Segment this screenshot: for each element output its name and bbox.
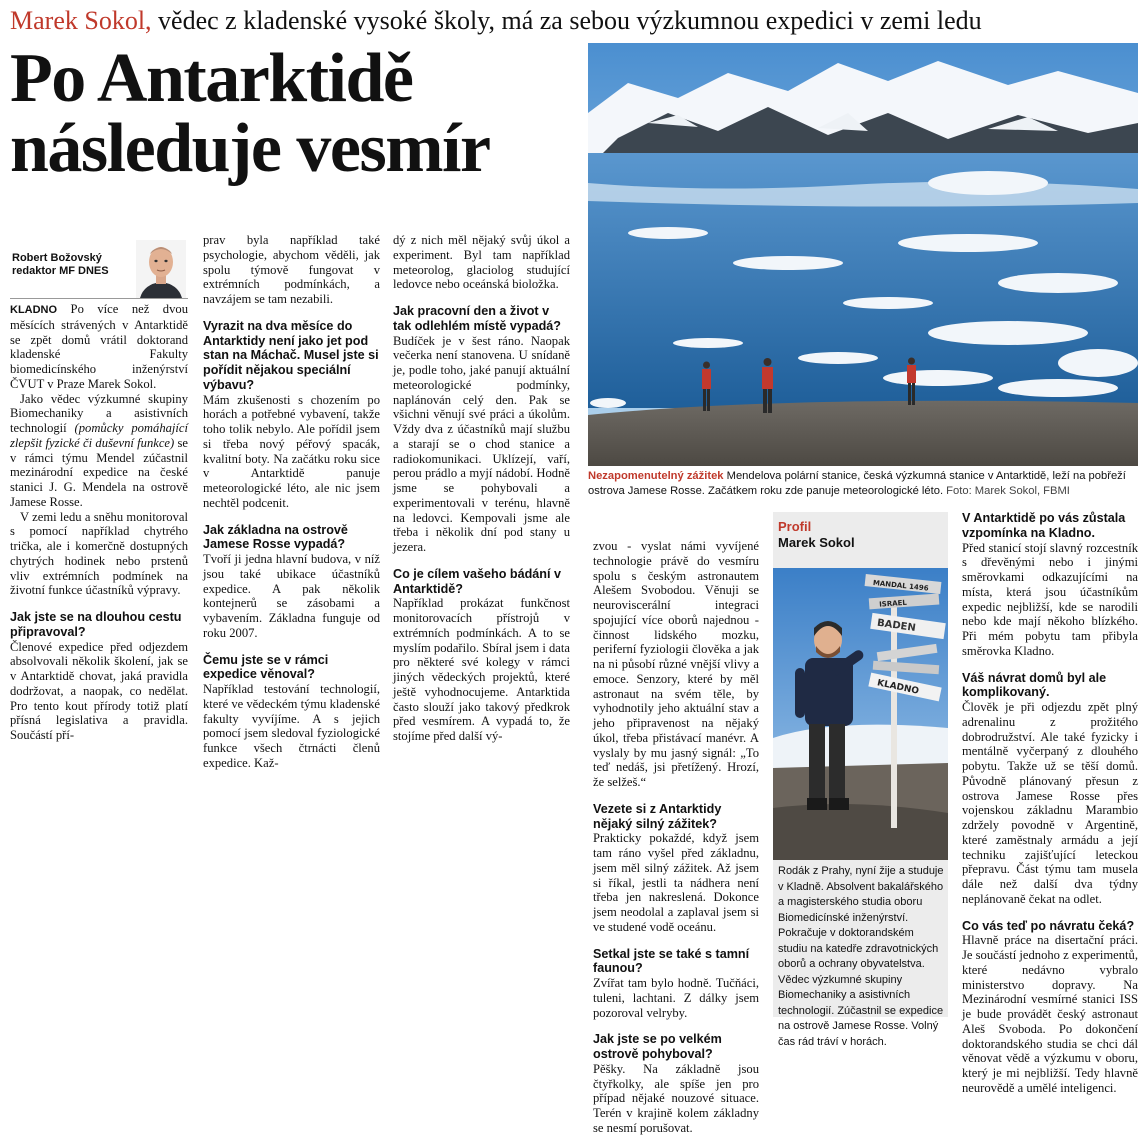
kicker — [10, 4, 982, 38]
headline-line-2: následuje vesmír — [10, 110, 490, 187]
profile-label: Profil — [778, 519, 812, 534]
answer-paragraph: prav byla například také psychologie, abychom věděli, jak spolu týmově fungovat v extrémních podmínkách, a navzájem se tam nezabili. — [203, 233, 380, 306]
author-name: Robert Božovský — [12, 252, 102, 264]
lead-paragraph-3: V zemi ledu a sněhu monitoroval s pomocí například chytrého trička, ale i komerčně dostupných chytrých hodinek nebo prstenů vliv extrémních podmínek na životní funkce účastníků výpravy. — [10, 509, 188, 598]
question-heading: Co je cílem vašeho bádání v Antarktidě? — [393, 566, 561, 596]
answer-paragraph: zvou - vyslat námi vyvíjené technologie právě do vesmíru spolu s českým astronautem Alešem Svobodou. Věnuji se neuroviscerální integraci spojující více oborů najednou - činnost lidského mozku, periferní fyziologii člověka a jak na ni působí různé vnější vlivy a emoce. Senzory, které by měl astronaut na svém těle, by vyhodnotily jeho aktuální stav a jeho připravenost na nějaký úkol, třeba přistávací manévr. A vyslaly by mu jasný signál: „To teď nedáš, jsi přetížený. Hrozí, že selžeš.“ — [593, 539, 759, 789]
answer-paragraph: Například testování technologií, které ve vědeckém týmu kladenské fakulty vyvíjíme. A s jejich pomocí jsem sledoval fyziologické funkce všech čtrnácti členů expedice. Kaž- — [203, 682, 380, 770]
column-4 — [593, 539, 759, 1136]
column-5 — [962, 511, 1138, 1096]
caption-text: Mendelova polární stanice, česká výzkumná stanice v Antarktidě, leží na pobřeží ostrova Jamese Rosse. Začátkem roku zde panuje meteorologické léto. — [588, 470, 1126, 497]
question-heading: Jak pracovní den a život v tak odlehlém místě vypadá? — [393, 304, 561, 333]
caption-title: Nezapomenutelný zážitek — [588, 470, 724, 482]
question-heading: Vyrazit na dva měsíce do Antarktidy není jako jet pod stan na Máchač. Musel jste si pořídit nějakou speciální výbavu? — [203, 318, 379, 392]
answer-paragraph: Mám zkušenosti s chozením po horách a potřebné vybavení, takže toho tolik nebylo. Ale pořídil jsem si třeba nový péřový spacák, kvalitní boty. Na začátku roku sice v Antarktidě panuje meteorologické léto, ale nic jsem nechtěl podcenit. — [203, 392, 380, 510]
author-block — [10, 240, 188, 298]
answer-paragraph: Člověk je při odjezdu zpět plný adrenalinu z prožitého dobrodružství. Ale také fyzicky i mentálně vyčerpaný z dlouhého pobytu. Takže už se těší domů. Původně plánovaný přesun z ostrova Jamese Rosse přes vojenskou základnu Marambio zdržely povodně v Argentině, které zaměstnaly armádu a její techniku zajišťující leteckou přepravu. Část týmu tam musela dále než další dva týdny neplánovaně čekat na odlet. — [962, 700, 1138, 906]
answer-paragraph: Hlavně práce na disertační práci. Je součástí jednoho z experimentů, které nedávno vybralo ministerstvo dopravy. Na Mezinárodní vesmírné stanici ISS je bude provádět český astronaut Aleš Svoboda. Po dokončení doktorandského studia se chci dál věnovat vědě a výzkumu v oboru, který je mi nejbližší. Tedy hlavně neurovědě a umělé inteligenci. — [962, 933, 1138, 1095]
question-heading: Co vás teď po návratu čeká? — [962, 918, 1135, 933]
question-heading: Čemu jste se v rámci expedice věnoval? — [203, 652, 329, 682]
headline-line-1: Po Antarktidě — [10, 40, 413, 117]
lead-paragraph-1: KLADNO Po více než dvou měsících strávených v Antarktidě se zpět domů vrátil doktorand kladenské Fakulty biomedicínského inženýrství ČVUT v Praze Marek Sokol. — [10, 302, 188, 391]
question-heading: Jak jste se po velkém ostrově pohyboval? — [593, 1032, 722, 1061]
question-heading: Setkal jste se také s tamní faunou? — [593, 946, 750, 976]
answer-paragraph: Před stanicí stojí slavný rozcestník s dřevěnými nebo i jinými směrovkami odkazujícími na místa, která jsou účastníkům expedic nejbližší, kde se narodili nebo kde mají někoho blízkého. Při mém pobytu tam přibyla směrovka Kladno. — [962, 540, 1138, 658]
antarctica-photo — [588, 43, 1138, 466]
kicker-text: vědec z kladenské vysoké školy, má za sebou výzkumnou expedici v zemi ledu — [151, 6, 982, 35]
answer-paragraph: Prakticky pokaždé, když jsem tam ráno vyšel před základnu, jsem měl silný zážitek. Až jsem si říkal, jestli ta nádhera není třeba jen nakreslená. Dokonce jsem neodolal a zaplaval jsem si ve studené vodě oceánu. — [593, 831, 759, 934]
question-heading: Jak jste se na dlouhou cestu připravoval? — [10, 610, 182, 639]
kicker-name: Marek Sokol, — [10, 6, 152, 35]
author-rule — [10, 298, 188, 299]
question-heading: Vezete si z Antarktidy nějaký silný zážitek? — [593, 801, 722, 831]
answer-paragraph: Pěšky. Na základně jsou čtyřkolky, ale spíše jen pro případ nějaké nouzové situace. Terén v krajině kolem základny se nesmí porušovat. — [593, 1061, 759, 1135]
answer-paragraph: Členové expedice před odjezdem absolvovali několik školení, jak se v Antarktidě chovat, jaká pravidla dodržovat, a naopak, co nedělat. Pro tento kout přírody totiž platí přísná legislativa a pravidla. Součástí pří- — [10, 639, 188, 742]
column-2 — [203, 233, 380, 771]
question-heading: Jak základna na ostrově Jamese Rosse vypadá? — [203, 522, 348, 552]
headline — [10, 40, 590, 187]
answer-paragraph: dý z nich měl nějaký svůj úkol a experiment. Byl tam například meteorolog, glaciolog studující ledovce nebo oceánská bioložka. — [393, 233, 570, 292]
dateline: KLADNO — [10, 304, 58, 316]
profile-name: Marek Sokol — [778, 535, 855, 550]
sign-label: MANDAL 1496 — [872, 578, 929, 593]
photo-caption — [588, 469, 1138, 499]
sign-label: KLADNO — [876, 678, 920, 697]
author-role: redaktor MF DNES — [12, 265, 109, 277]
answer-paragraph: Tvoří ji jedna hlavní budova, v níž jsou také ubikace účastníků expedice. A pak několik kontejnerů se zásobami a vybavením. Základna funguje od roku 2007. — [203, 552, 380, 640]
profile-text: Rodák z Prahy, nyní žije a studuje v Kladně. Absolvent bakalářského a magisterského studia oboru Biomedicínské inženýrství. Pokračuje v doktorandském studiu na katedře zdravotnických oborů a ochrany obyvatelstva. Vědec výzkumné skupiny Biomechaniky a asistivních technologií. Zúčastnil se expedice na ostrově Jamese Rosse. Volný čas rád tráví v horách. — [778, 865, 944, 1048]
photo-credit: Foto: Marek Sokol, FBMI — [943, 485, 1070, 497]
profile-photo — [773, 568, 948, 860]
lead-paragraph-2: Jako vědec výzkumné skupiny Biomechaniky a asistivních technologií (pomůcky pomáhající zlepšit fyzické či duševní funkce) se v rámci týmu Mendel zúčastnil mezinárodní expedice na české stanici J. G. Mendela na ostrově Jamese Rosse. — [10, 391, 189, 509]
profile-box — [773, 512, 948, 1048]
answer-paragraph: Zvířat tam bylo hodně. Tučňáci, tuleni, lachtani. Z dálky jsem pozoroval velryby. — [593, 976, 759, 1020]
column-1 — [10, 302, 188, 743]
question-heading: V Antarktidě po vás zůstala vzpomínka na Kladno. — [962, 511, 1126, 540]
question-heading: Váš návrat domů byl ale komplikovaný. — [962, 670, 1107, 700]
sign-label: BADEN — [876, 617, 917, 635]
answer-paragraph: Například prokázat funkčnost monitorovacích přístrojů v extrémních podmínkách. A to se myslím podařilo. Sbíral jsem i data pro některé své kolegy v rámci jiných vědeckých projektů, které ještě vyhodnocujeme. Antarktida často slouží jako takový předkrok před vesmírem. A vypadá to, že stojíme před další vý- — [393, 596, 570, 743]
column-3 — [393, 233, 570, 744]
answer-paragraph: Budíček je v šest ráno. Naopak večerka není stanovena. U snídaně je, podle toho, jaké panují aktuální meteorologické podmínky, naplánován celý den. Pak se všichni věnují své práci a úkolům. Vždy dva z účastníků mají službu a starají se o chod stanice a radiokomunikaci. Uklízejí, vaří, perou prádlo a myjí nádobí. Hodně jsme se pohybovali a experimentovali v terénu, hlavně na ledovci. Kempovali jsme ale třeba i několik dní pod stany u jezera. — [393, 333, 570, 554]
author-portrait — [136, 240, 186, 298]
sign-label: ISRAEL — [878, 598, 908, 609]
